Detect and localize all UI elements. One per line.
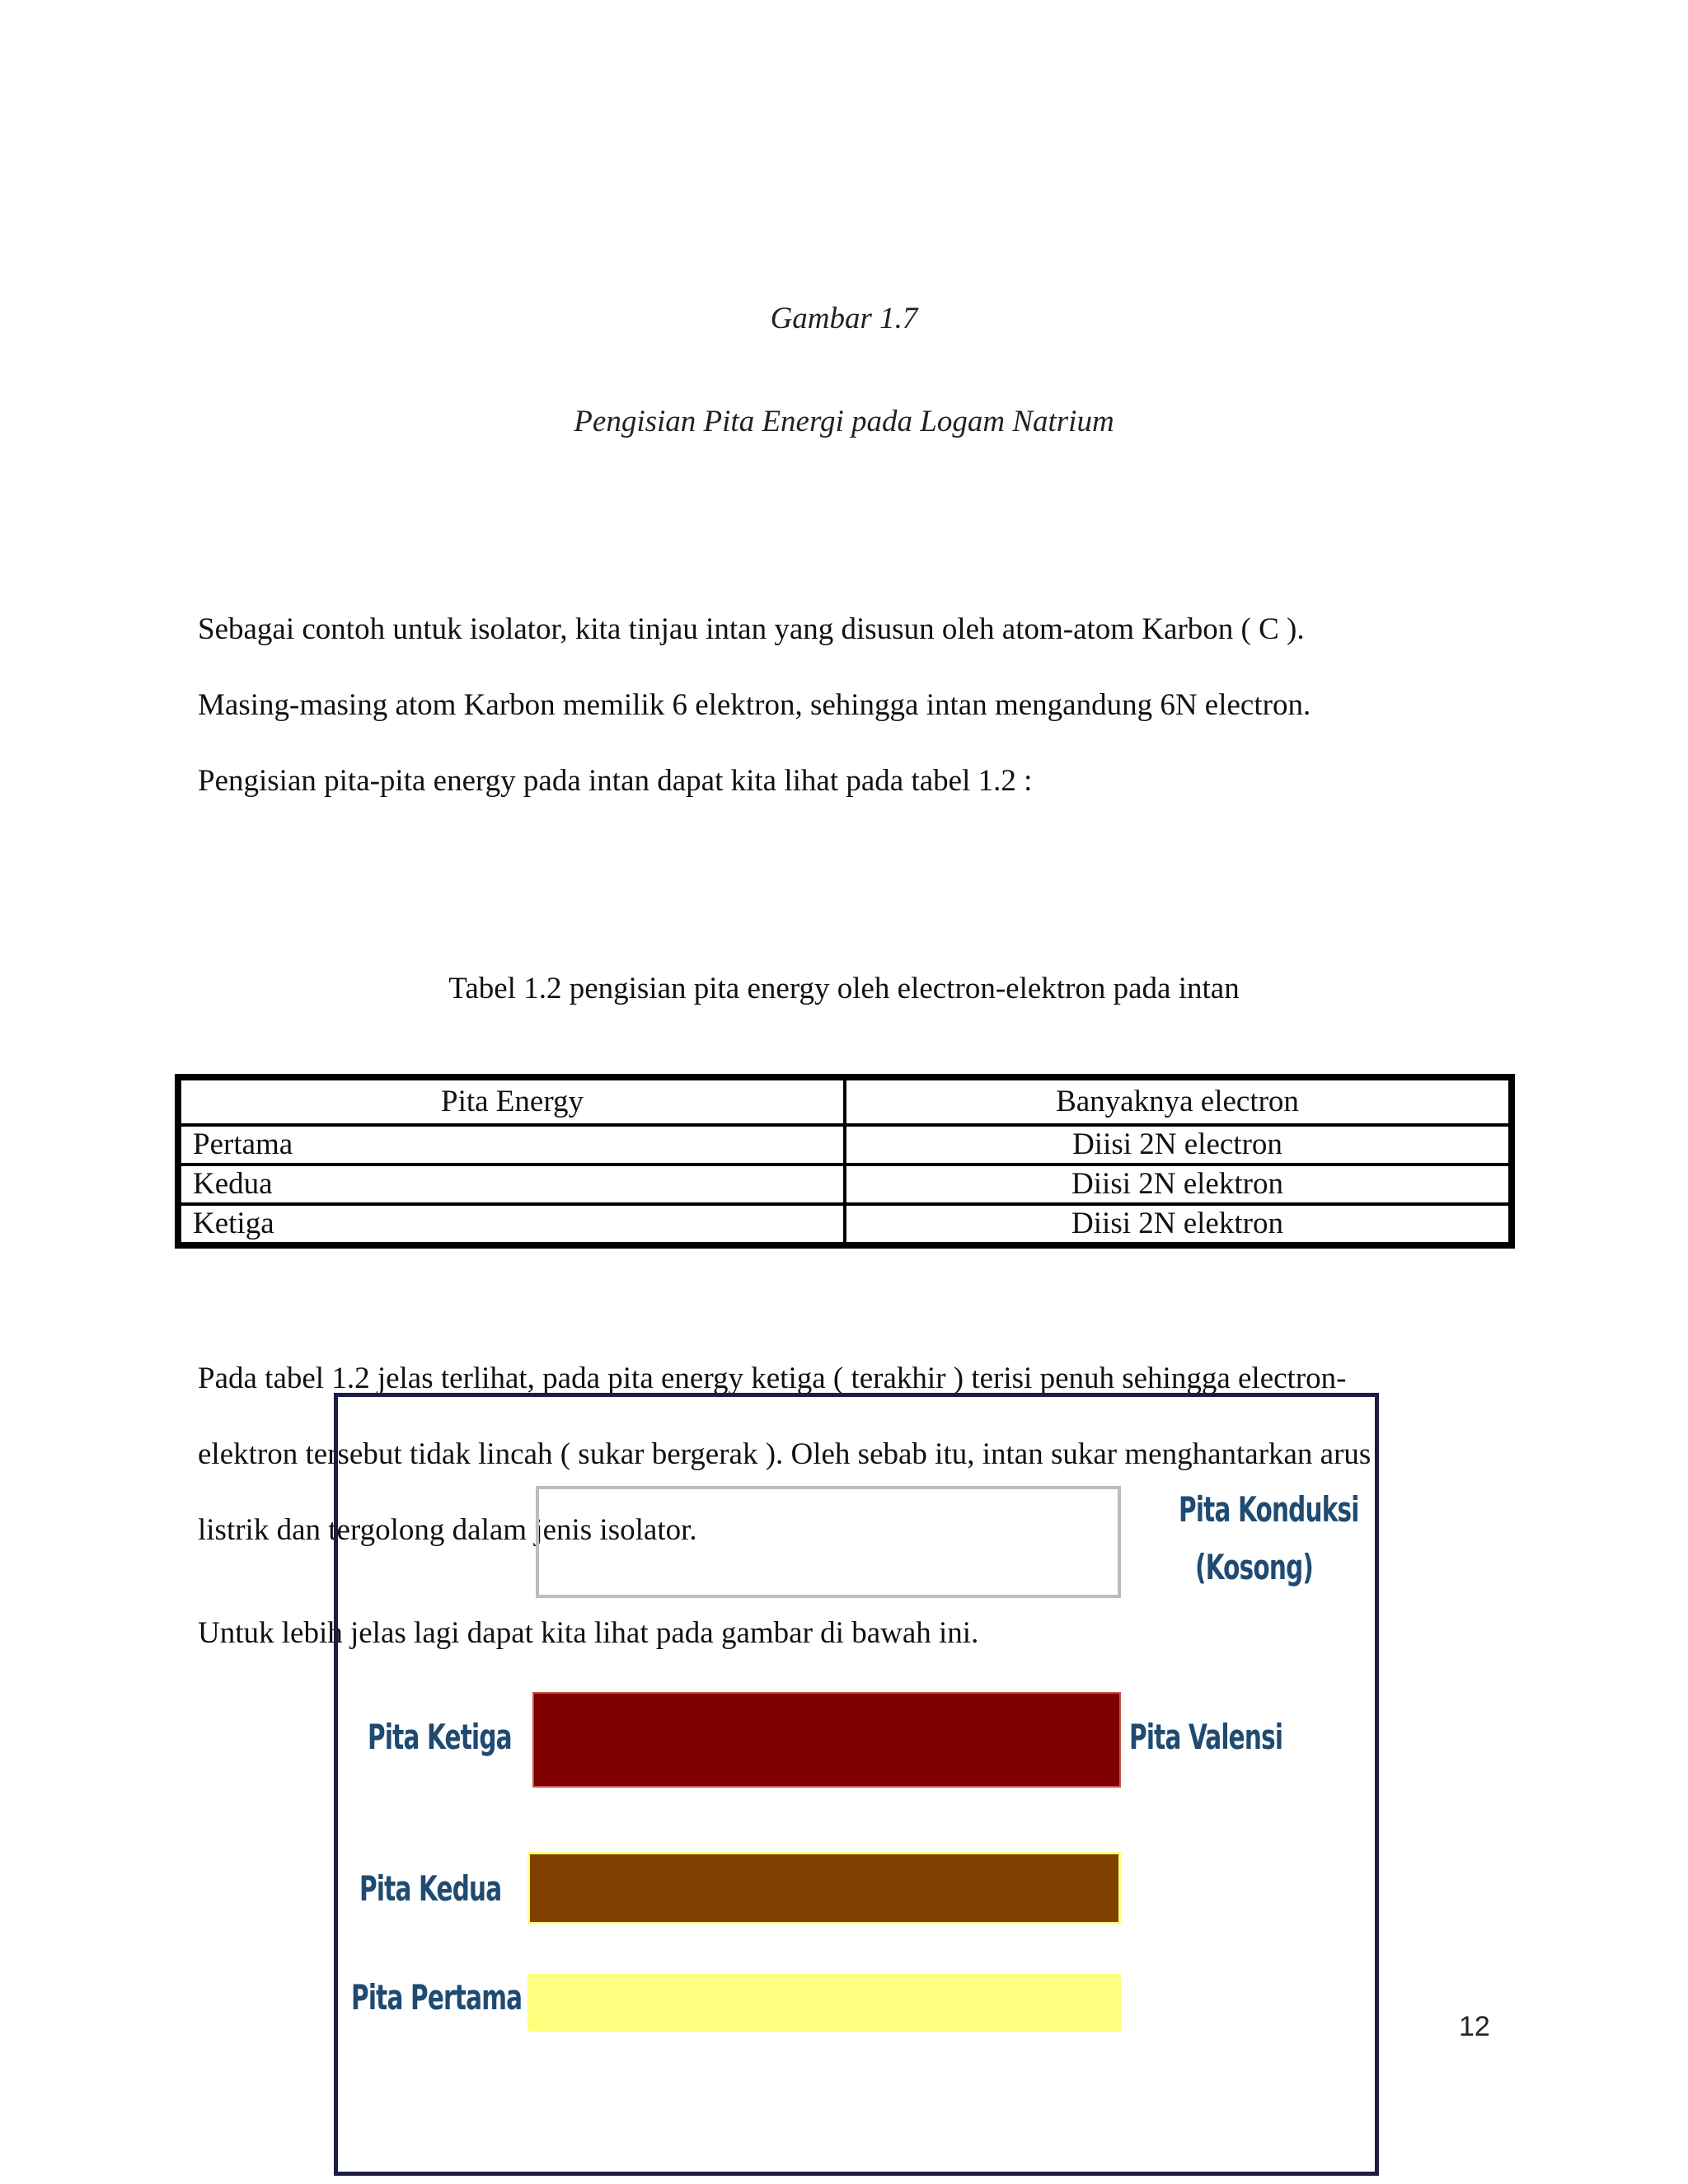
second-band (528, 1852, 1121, 1924)
table-cell: Diisi 2N elektron (845, 1204, 1512, 1245)
paragraph-2-line-4: Untuk lebih jelas lagi dapat kita lihat pada gambar di bawah ini. (198, 1616, 979, 1650)
table-cell: Ketiga (178, 1204, 845, 1245)
paragraph-1-line-3: Pengisian pita-pita energy pada intan dapat kita lihat pada tabel 1.2 : (198, 764, 1033, 798)
table-header-cell: Banyaknya electron (845, 1077, 1512, 1125)
energy-band-table (175, 1074, 1515, 1249)
table-row (178, 1165, 1512, 1204)
figure-title: Pengisian Pita Energi pada Logam Natrium (574, 405, 1114, 438)
table-row (178, 1125, 1512, 1165)
band-diagram (334, 1393, 1379, 2176)
conduction-band-sublabel: (Kosong) (1195, 1547, 1314, 1587)
paragraph-2-line-2: elektron tersebut tidak lincah ( sukar bergerak ). Oleh sebab itu, intan sukar menghantarkan arus (198, 1437, 1372, 1471)
figure-number: Gambar 1.7 (770, 302, 918, 335)
table-cell: Diisi 2N electron (845, 1125, 1512, 1165)
third-band (532, 1692, 1121, 1788)
first-band (528, 1974, 1121, 2032)
table-caption: Tabel 1.2 pengisian pita energy oleh electron-elektron pada intan (448, 972, 1240, 1005)
paragraph-1-line-2: Masing-masing atom Karbon memilik 6 elektron, sehingga intan mengandung 6N electron. (198, 688, 1311, 722)
page-number: 12 (1459, 2011, 1490, 2042)
table-cell: Diisi 2N elektron (845, 1165, 1512, 1204)
table-header-row (178, 1077, 1512, 1125)
first-band-label: Pita Pertama (351, 1977, 523, 2018)
table-cell: Pertama (178, 1125, 845, 1165)
valence-band-label: Pita Valensi (1129, 1717, 1283, 1757)
table-cell: Kedua (178, 1165, 845, 1204)
table-header-cell: Pita Energy (178, 1077, 845, 1125)
paragraph-2-line-3: listrik dan tergolong dalam jenis isolator. (198, 1513, 697, 1547)
second-band-label: Pita Kedua (359, 1868, 502, 1909)
conduction-band-label: Pita Konduksi (1179, 1489, 1359, 1530)
paragraph-1-line-1: Sebagai contoh untuk isolator, kita tinjau intan yang disusun oleh atom-atom Karbon ( C ). (198, 612, 1305, 646)
third-band-label: Pita Ketiga (368, 1717, 512, 1757)
table-row (178, 1204, 1512, 1245)
paragraph-2-line-1: Pada tabel 1.2 jelas terlihat, pada pita energy ketiga ( terakhir ) terisi penuh sehingga electron- (198, 1361, 1347, 1395)
conduction-band (536, 1486, 1121, 1598)
